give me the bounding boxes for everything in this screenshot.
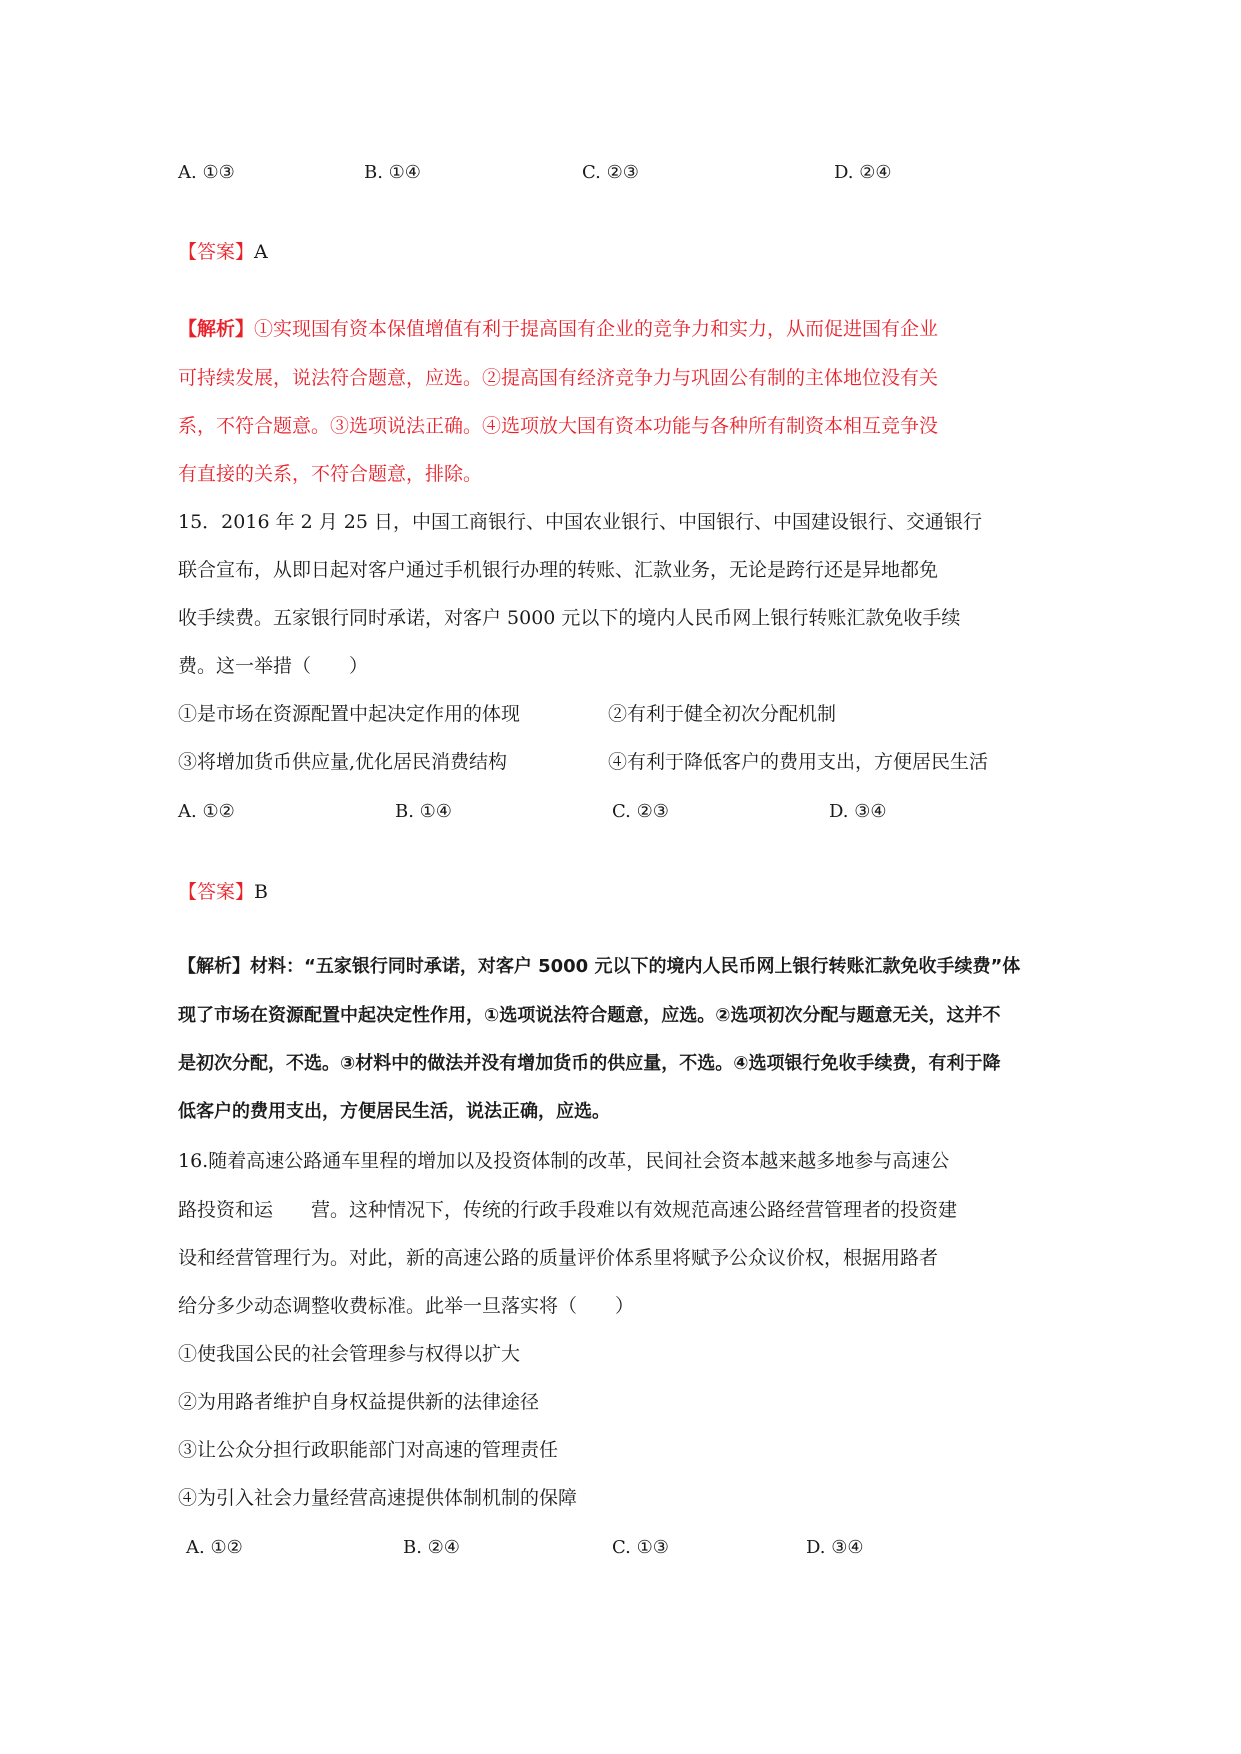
q14-option-b: B. ①④: [364, 162, 421, 183]
q16-option-d: D. ③④: [806, 1537, 864, 1558]
statement-3: ③让公众分担行政职能部门对高速的管理责任: [178, 1439, 559, 1461]
analysis-line-2: 现了市场在资源配置中起决定性作用，①选项说法符合题意，应选。②选项初次分配与题意无关，这并不: [178, 1005, 1001, 1026]
analysis-line-2: 可持续发展，说法符合题意，应选。②提高国有经济竞争力与巩固公有制的主体地位没有关: [178, 367, 939, 389]
statement-1: ①使我国公民的社会管理参与权得以扩大: [178, 1343, 521, 1365]
stem-line-1: 16.随着高速公路通车里程的增加以及投资体制的改革，民间社会资本越来越多地参与高速公: [178, 1150, 950, 1172]
stem-line-4: 给分多少动态调整收费标准。此举一旦落实将（ ）: [178, 1295, 635, 1317]
analysis-line-3: 是初次分配，不选。③材料中的做法并没有增加货币的供应量，不选。④选项银行免收手续费，有利于降: [178, 1053, 1001, 1074]
analysis-line-4: 有直接的关系，不符合题意，排除。: [178, 463, 483, 485]
q15-option-b: B. ①④: [395, 801, 452, 822]
stem-line-3: 收手续费。五家银行同时承诺，对客户 5000 元以下的境内人民币网上银行转账汇款免收手续: [178, 607, 961, 629]
statement-3: ③将增加货币供应量,优化居民消费结构: [178, 751, 508, 773]
stem-line-3: 设和经营管理行为。对此，新的高速公路的质量评价体系里将赋予公众议价权，根据用路者: [178, 1247, 939, 1269]
q15-option-a: A. ①②: [178, 801, 235, 822]
q14-option-a: A. ①③: [178, 162, 235, 183]
answer-tag: 【答案】: [178, 881, 255, 903]
stem-line-4: 费。这一举措（ ）: [178, 655, 369, 677]
statement-2: ②为用路者维护自身权益提供新的法律途径: [178, 1391, 540, 1413]
stem-line-1: 15．2016 年 2 月 25 日，中国工商银行、中国农业银行、中国银行、中国建设银行、交通银行: [178, 511, 982, 533]
analysis-tag: 【解析】: [178, 318, 255, 340]
answer-tag: 【答案】: [178, 241, 255, 263]
analysis-line-4: 低客户的费用支出，方便居民生活，说法正确，应选。: [178, 1101, 610, 1122]
statement-1: ①是市场在资源配置中起决定作用的体现: [178, 703, 521, 725]
analysis-line-1: [178, 317, 938, 341]
q16-option-b: B. ②④: [403, 1537, 460, 1558]
analysis-text: ①实现国有资本保值增值有利于提高国有企业的竞争力和实力，从而促进国有企业: [254, 318, 939, 340]
answer-value: A: [254, 241, 268, 263]
q14-answer: [178, 240, 268, 264]
q14-option-d: D. ②④: [834, 162, 892, 183]
stem-line-2: 联合宣布，从即日起对客户通过手机银行办理的转账、汇款业务，无论是跨行还是异地都免: [178, 559, 939, 581]
analysis-line-1: [178, 955, 1020, 979]
q15-option-d: D. ③④: [829, 801, 887, 822]
analysis-tag: 【解析】: [178, 956, 250, 977]
q16-option-a: A. ①②: [186, 1537, 243, 1558]
q16-option-c: C. ①③: [612, 1537, 669, 1558]
q14-option-c: C. ②③: [582, 162, 639, 183]
analysis-line-3: 系，不符合题意。③选项说法正确。④选项放大国有资本功能与各种所有制资本相互竞争没: [178, 415, 939, 437]
answer-value: B: [254, 881, 268, 903]
analysis-text: 材料：“五家银行同时承诺，对客户 5000 元以下的境内人民币网上银行转账汇款免收手续费”体: [250, 956, 1021, 977]
q15-answer: [178, 880, 268, 904]
q15-option-c: C. ②③: [612, 801, 669, 822]
stem-line-2: 路投资和运 营。这种情况下，传统的行政手段难以有效规范高速公路经营管理者的投资建: [178, 1199, 958, 1221]
statement-4: ④有利于降低客户的费用支出，方便居民生活: [608, 751, 989, 773]
statement-2: ②有利于健全初次分配机制: [608, 703, 837, 725]
statement-4: ④为引入社会力量经营高速提供体制机制的保障: [178, 1487, 578, 1509]
